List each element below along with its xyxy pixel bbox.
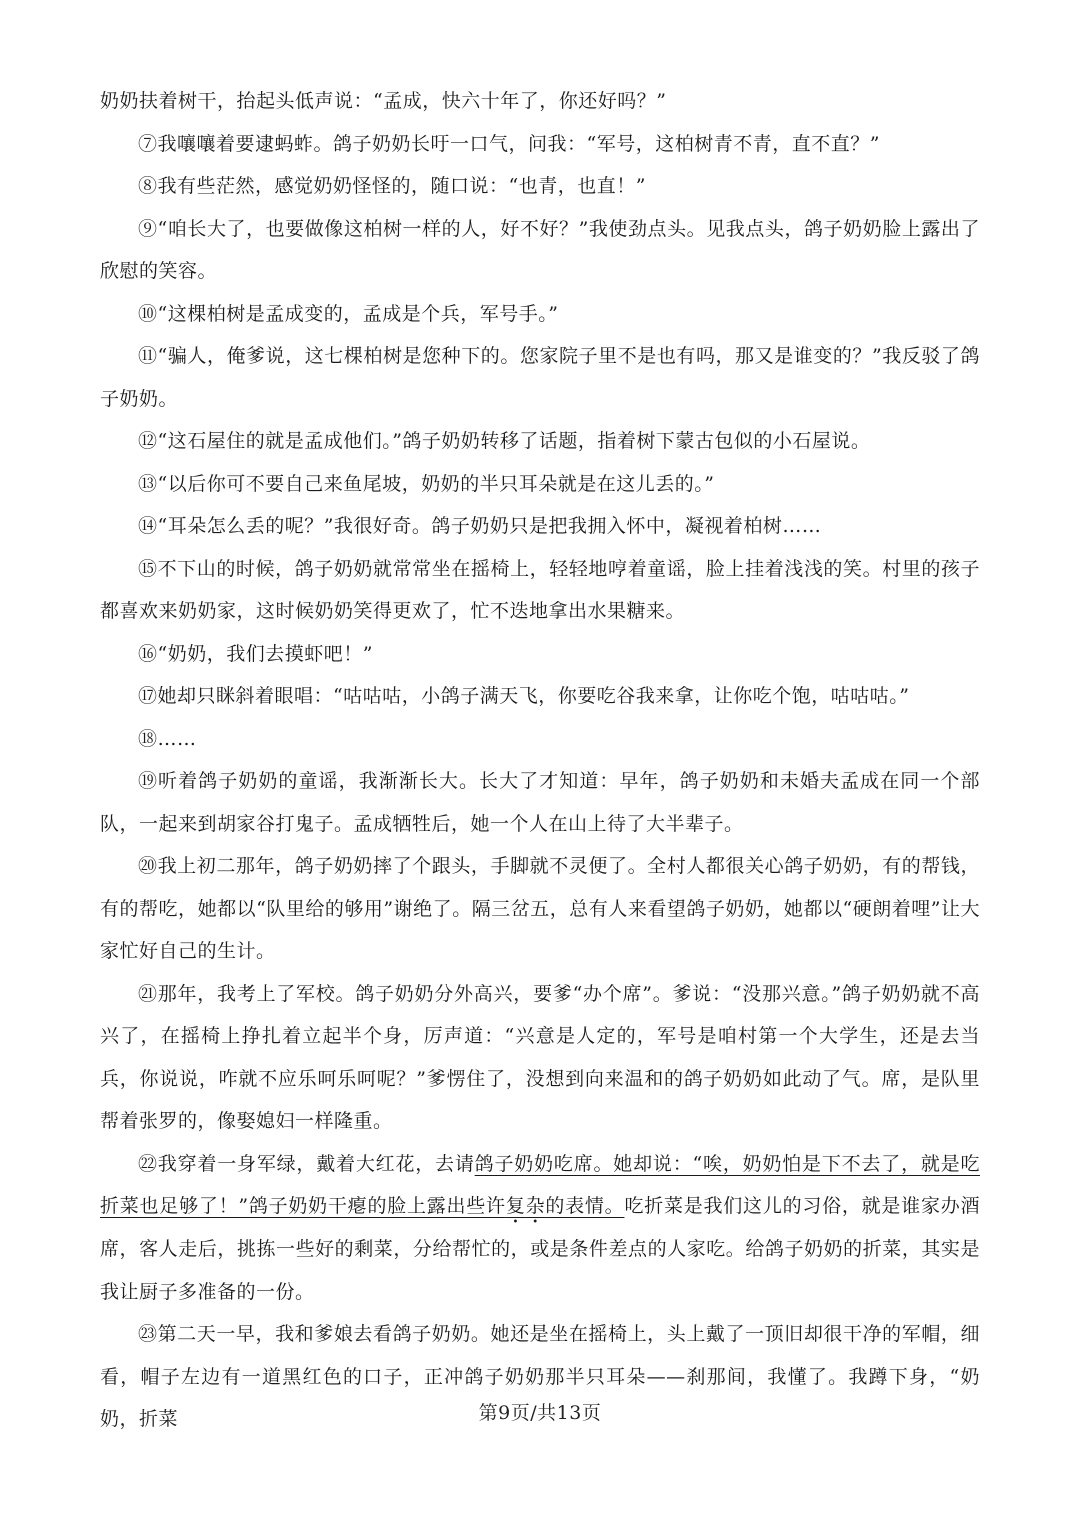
paragraph-21: ㉑那年，我考上了军校。鸽子奶奶分外高兴，要爹“办个席”。爹说：“没那兴意。”鸽子奶奶就不高兴了，在摇椅上挣扎着立起半个身，厉声道：“兴意是人定的，军号是咱村第一个大学生，还是去当兵，你说说，咋就不应乐呵乐呵呢？”爹愣住了，没想到向来温和的鸽子奶奶如此动了气。席，是队里帮着张罗的，像娶媳妇一样隆重。 bbox=[100, 982, 980, 1132]
passage-text bbox=[100, 80, 980, 1441]
p22-emphasis-char-1: 复 bbox=[505, 1195, 526, 1217]
page-number-footer: 第9页/共13页 bbox=[478, 1402, 602, 1424]
paragraph-16: ⑯“奶奶，我们去摸虾吧！” bbox=[138, 642, 373, 665]
p22-underlined-end: 的表情。 bbox=[545, 1195, 625, 1217]
paragraph-11: ⑪“骗人，俺爹说，这七棵柏树是您种下的。您家院子里不是也有吗，那又是谁变的？”我反驳了鸽子奶奶。 bbox=[100, 345, 980, 410]
paragraph-22 bbox=[100, 1143, 980, 1314]
paragraph-10: ⑩“这棵柏树是孟成变的，孟成是个兵，军号手。” bbox=[138, 302, 559, 325]
paragraph-8: ⑧我有些茫然，感觉奶奶怪怪的，随口说：“也青，也直！” bbox=[138, 175, 646, 197]
paragraph-12: ⑫“这石屋住的就是孟成他们。”鸽子奶奶转移了话题，指着树下蒙古包似的小石屋说。 bbox=[138, 430, 871, 452]
paragraph-20: ⑳我上初二那年，鸽子奶奶摔了个跟头，手脚就不灵便了。全村人都很关心鸽子奶奶，有的帮钱，有的帮吃，她都以“队里给的够用”谢绝了。隔三岔五，总有人来看望鸽子奶奶，她都以“硬朗着哩”让大家忙好自己的生计。 bbox=[100, 855, 980, 962]
p22-underlined-sentence: 鸽子奶奶吃席。她却说：“唉，奶奶怕是下不去了，就是吃折菜也足够了！”鸽子奶奶干瘪的脸上露出些许 bbox=[100, 1152, 980, 1217]
paragraph-13: ⑬“以后你可不要自己来鱼尾坡，奶奶的半只耳朵就是在这儿丢的。” bbox=[138, 472, 715, 495]
p22-emphasis-char-2: 杂 bbox=[525, 1195, 546, 1217]
p22-seg-0: ㉒我穿着一身军绿，戴着大红花，去请 bbox=[138, 1152, 475, 1175]
paragraph-14: ⑭“耳朵怎么丢的呢？”我很好奇。鸽子奶奶只是把我拥入怀中，凝视着柏树…… bbox=[138, 515, 822, 537]
paragraph-7: ⑦我嚷嚷着要逮蚂蚱。鸽子奶奶长吁一口气，问我：“军号，这柏树青不青，直不直？” bbox=[138, 132, 880, 155]
paragraph-15: ⑮不下山的时候，鸽子奶奶就常常坐在摇椅上，轻轻地哼着童谣，脸上挂着浅浅的笑。村里的孩子都喜欢来奶奶家，这时候奶奶笑得更欢了，忙不迭地拿出水果糖来。 bbox=[100, 557, 980, 622]
paragraph-continued: 奶奶扶着树干，抬起头低声说：“孟成，快六十年了，你还好吗？” bbox=[100, 90, 667, 112]
paragraph-23: ㉓第二天一早，我和爹娘去看鸽子奶奶。她还是坐在摇椅上，头上戴了一顶旧却很干净的军帽，细看，帽子左边有一道黑红色的口子，正冲鸽子奶奶那半只耳朵——刹那间，我懂了。我蹲下身，“奶奶，折菜 bbox=[100, 1323, 980, 1430]
paragraph-18: ⑱…… bbox=[138, 727, 197, 750]
paragraph-9: ⑨“咱长大了，也要做像这柏树一样的人，好不好？”我使劲点头。见我点头，鸽子奶奶脸上露出了欣慰的笑容。 bbox=[100, 217, 980, 282]
paragraph-19: ⑲听着鸽子奶奶的童谣，我渐渐长大。长大了才知道：早年，鸽子奶奶和未婚夫孟成在同一个部队，一起来到胡家谷打鬼子。孟成牺牲后，她一个人在山上待了大半辈子。 bbox=[100, 770, 980, 835]
p22-seg-5: 吃折菜是我们这儿的习俗，就是谁家办酒席，客人走后，挑拣一些好的剩菜，分给帮忙的，或是条件差点的人家吃。给鸽子奶奶的折菜，其实是我让厨子多准备的一份。 bbox=[100, 1195, 980, 1303]
paragraph-17: ⑰她却只眯斜着眼唱：“咕咕咕，小鸽子满天飞，你要吃谷我来拿，让你吃个饱，咕咕咕。” bbox=[138, 685, 910, 707]
